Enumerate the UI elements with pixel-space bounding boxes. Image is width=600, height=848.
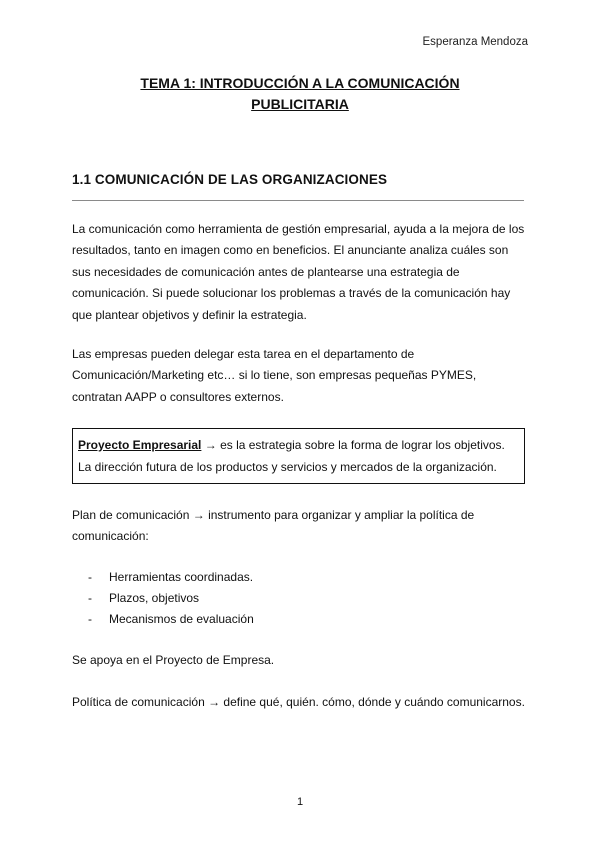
paragraph-communication-tool: La comunicación como herramienta de gestión empresarial, ayuda a la mejora de los resultados, tanto en imagen como en beneficios. El anunciante analiza cuáles son sus necesidades de comunicación antes de plantearse una estrategia de comunicación. Si puede solucionar los problemas a través de la comunicación hay que plantear objetivos y definir la estrategia. [72, 222, 525, 322]
definition-term: Proyecto Empresarial [78, 438, 202, 452]
definition-box [72, 428, 525, 484]
page-number: 1 [296, 796, 304, 808]
list-dash: - [88, 591, 92, 605]
list-item-text: Plazos, objetivos [109, 591, 200, 605]
list-item-text: Mecanismos de evaluación [109, 612, 254, 626]
paragraph-communication-policy: Política de comunicación → define qué, quién. cómo, dónde y cuándo comunicarnos. [72, 695, 525, 709]
paragraph-communication-plan: Plan de comunicación → instrumento para organizar y ampliar la política de comunicación: [72, 508, 475, 544]
list-item [88, 609, 254, 630]
title-line-1: TEMA 1: INTRODUCCIÓN A LA COMUNICACIÓN [140, 75, 460, 91]
paragraph-project-support: Se apoya en el Proyecto de Empresa. [72, 653, 275, 667]
title-line-2: PUBLICITARIA [251, 96, 349, 112]
list-dash: - [88, 570, 92, 584]
definition-text: → es la estrategia sobre la forma de lograr los objetivos. La dirección futura de los productos y servicios y mercados de la organización. [78, 438, 505, 474]
list-item [88, 567, 254, 588]
page-title [72, 73, 528, 115]
list-item [88, 588, 254, 609]
list-item-text: Herramientas coordinadas. [109, 570, 254, 584]
section-divider [72, 200, 524, 201]
plan-components-list [88, 567, 254, 630]
list-dash: - [88, 612, 92, 626]
paragraph-delegation: Las empresas pueden delegar esta tarea en el departamento de Comunicación/Marketing etc… si lo tiene, son empresas pequeñas PYMES, contratan AAPP o consultores externos. [72, 347, 477, 404]
author-name: Esperanza Mendoza [422, 36, 528, 48]
section-heading: 1.1 COMUNICACIÓN DE LAS ORGANIZACIONES [72, 172, 388, 187]
